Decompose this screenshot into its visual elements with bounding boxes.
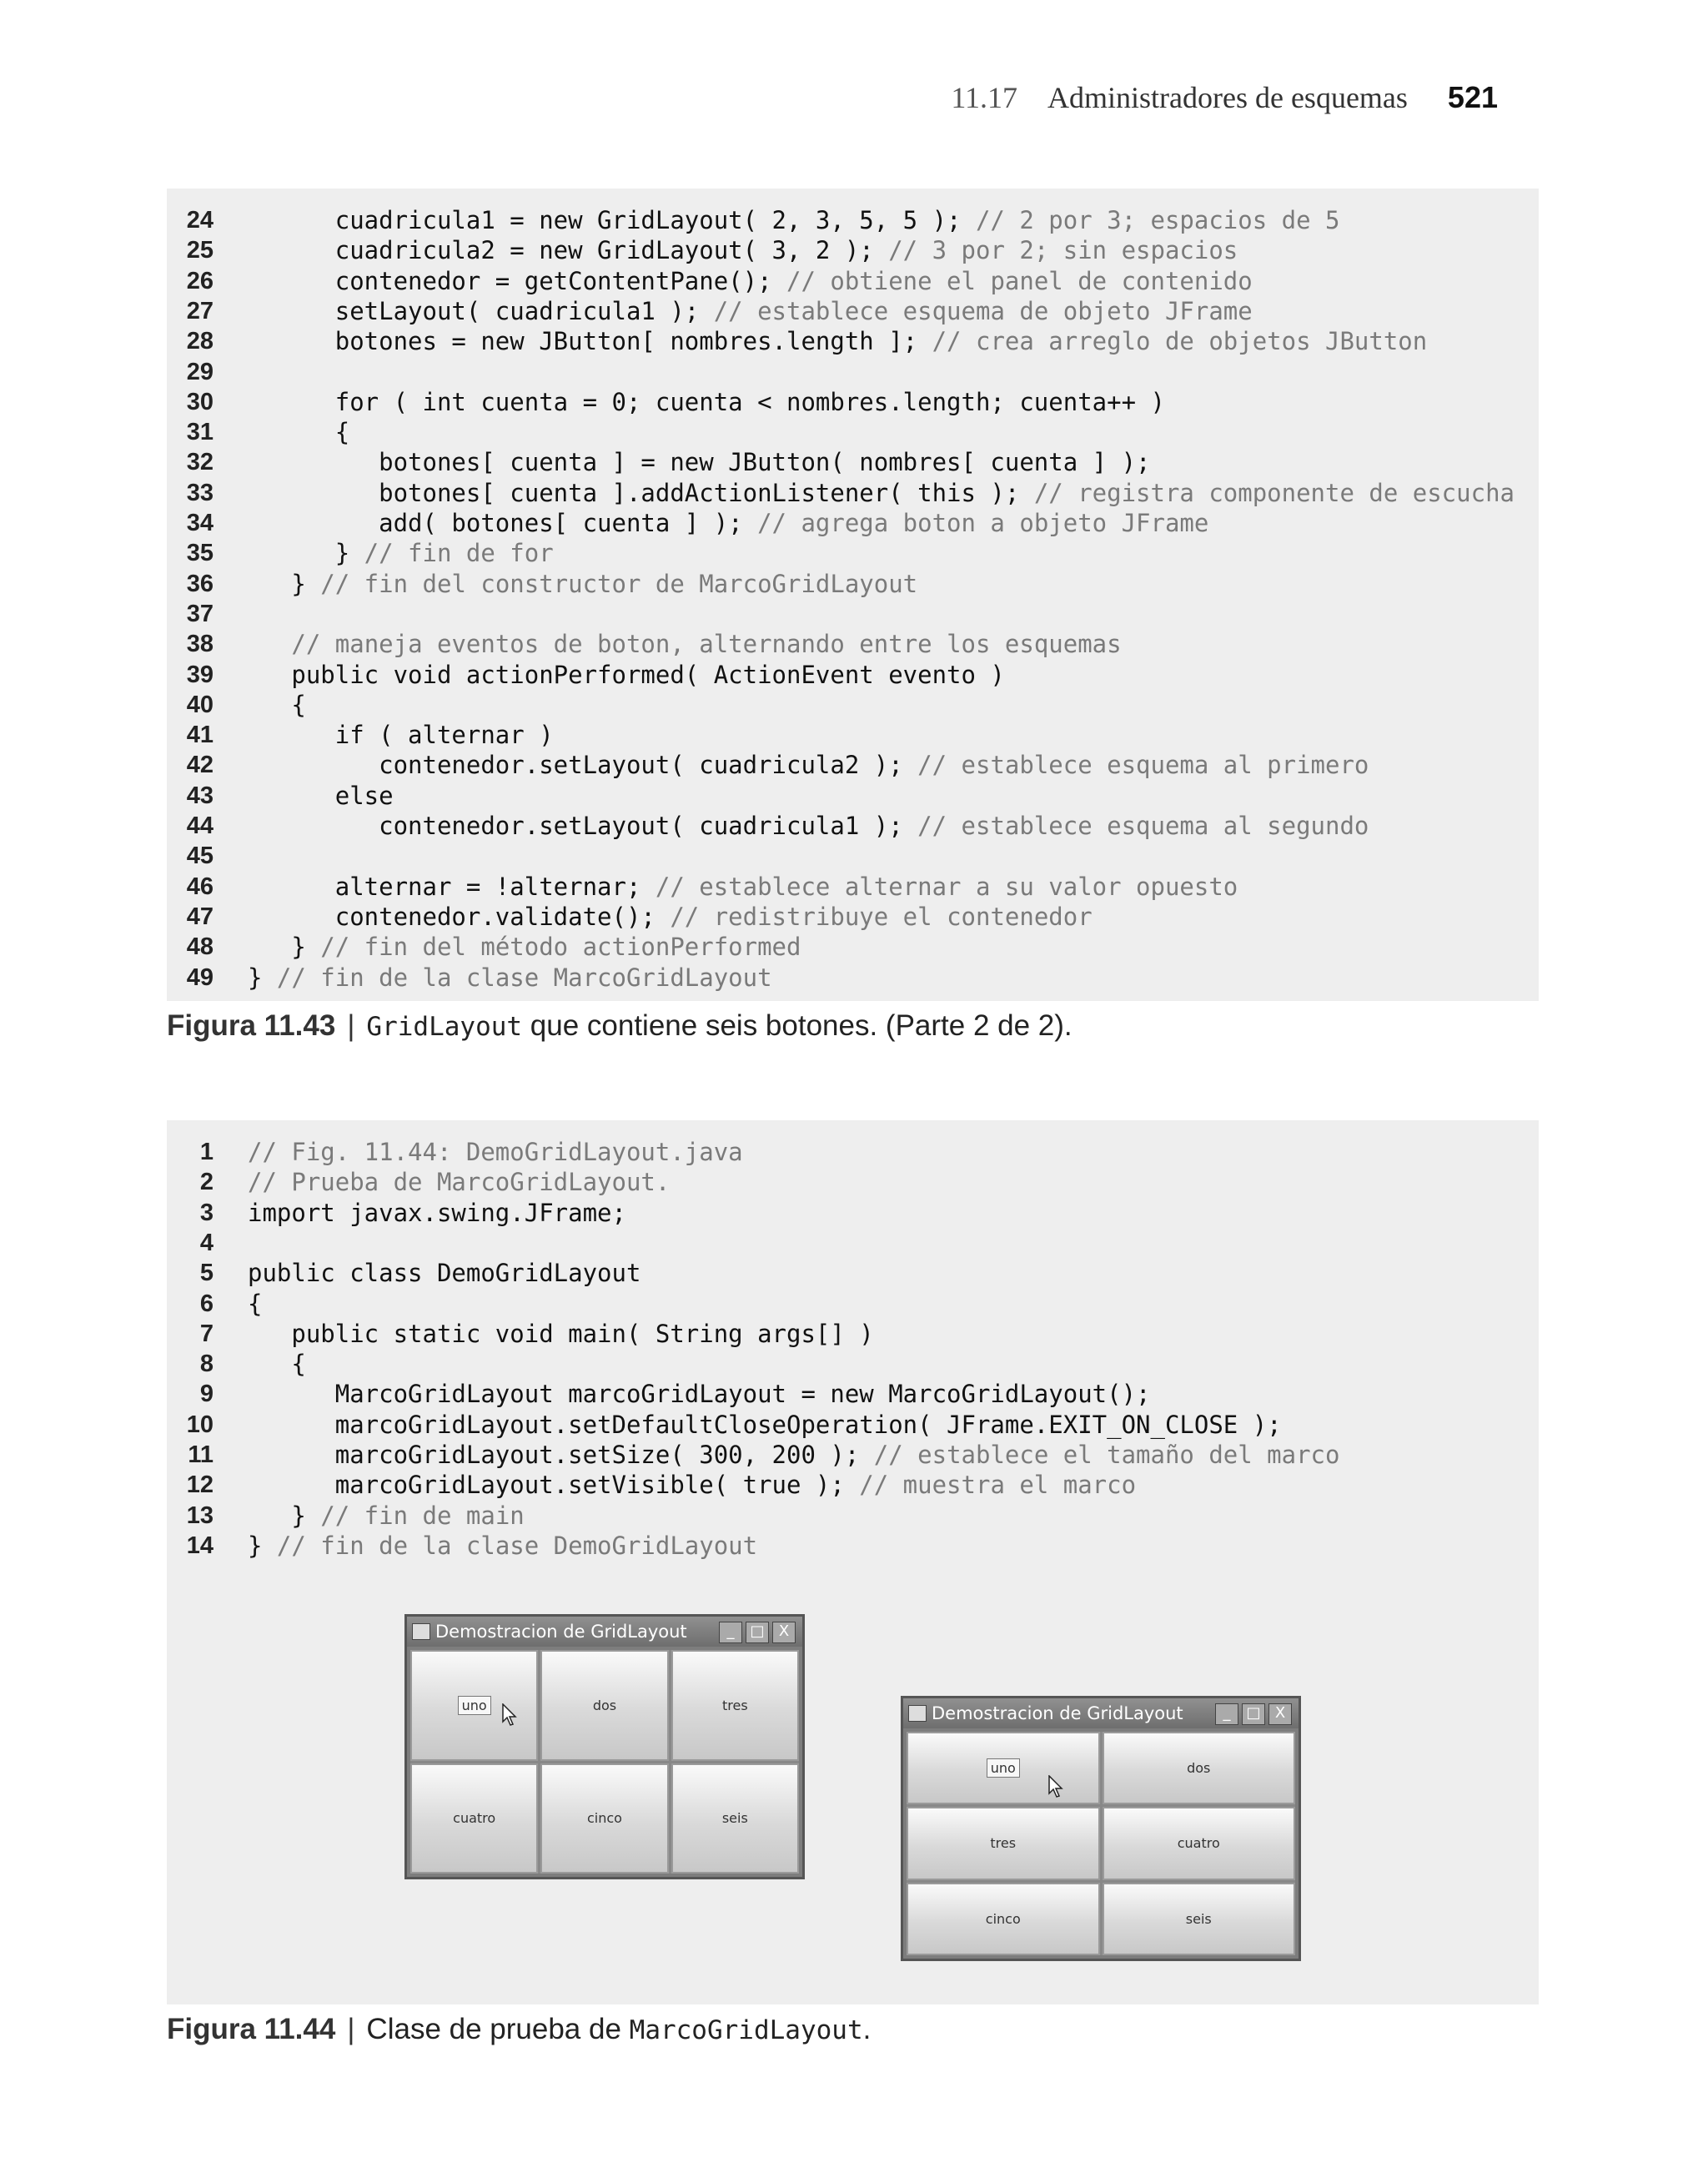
- minimize-button[interactable]: _: [1215, 1703, 1238, 1725]
- line-number: 28: [186, 328, 214, 355]
- button-label: dos: [592, 1697, 617, 1713]
- code-comment: // maneja eventos de boton, alternando entre los esquemas: [291, 630, 1122, 659]
- line-number: 32: [186, 449, 214, 476]
- button-cinco[interactable]: [540, 1763, 668, 1874]
- code-comment: // Fig. 11.44: DemoGridLayout.java: [248, 1138, 743, 1166]
- window-title: Demostracion de GridLayout: [435, 1622, 687, 1642]
- code-text: [248, 417, 349, 447]
- line-number: 14: [186, 1532, 214, 1559]
- line-number: 2: [199, 1169, 214, 1196]
- maximize-button[interactable]: □: [746, 1622, 769, 1643]
- close-button[interactable]: X: [772, 1622, 796, 1643]
- code-statement: import javax.swing.JFrame;: [248, 1198, 626, 1227]
- button-tres[interactable]: [907, 1807, 1100, 1879]
- button-uno[interactable]: [410, 1650, 538, 1761]
- code-statement: add( botones[ cuenta ] );: [248, 509, 743, 537]
- button-grid: [907, 1732, 1295, 1955]
- button-seis[interactable]: [671, 1763, 799, 1874]
- figure-label: Figura 11.43: [167, 1009, 336, 1042]
- code-statement: contenedor = getContentPane();: [248, 266, 772, 295]
- code-text: [248, 781, 394, 811]
- caption-code: GridLayout: [366, 1012, 523, 1042]
- code-comment: // establece esquema al primero: [902, 751, 1369, 780]
- code-statement: marcoGridLayout.setDefaultCloseOperation( JFrame.EXIT_ON_CLOSE );: [248, 1410, 1282, 1439]
- code-statement: alternar = !alternar;: [248, 872, 641, 901]
- code-text: [248, 205, 1339, 235]
- section-number: 11.17: [951, 81, 1018, 114]
- code-text: [248, 1137, 743, 1167]
- window-title: Demostracion de GridLayout: [932, 1703, 1183, 1723]
- button-grid: [410, 1650, 799, 1874]
- button-cinco[interactable]: [907, 1883, 1100, 1955]
- button-label: cuatro: [453, 1810, 496, 1827]
- code-statement: {: [248, 1289, 263, 1318]
- code-statement: botones = new JButton[ nombres.length ];: [248, 327, 918, 356]
- line-number: 29: [186, 358, 214, 385]
- figure-caption-11-43: [167, 1009, 1073, 1043]
- java-app-icon: [908, 1705, 927, 1722]
- code-statement: {: [248, 418, 350, 447]
- line-number: 4: [199, 1229, 214, 1256]
- code-statement: for ( int cuenta = 0; cuenta < nombres.length; cuenta++ ): [248, 387, 1165, 416]
- code-statement: public void actionPerformed( ActionEvent evento ): [248, 660, 1005, 689]
- line-number: 3: [199, 1199, 214, 1226]
- line-number: 43: [186, 782, 214, 809]
- code-text: [248, 1289, 262, 1319]
- code-statement: botones[ cuenta ].addActionListener( this );: [248, 478, 1020, 507]
- code-text: [248, 387, 1165, 417]
- line-number: 24: [186, 207, 214, 234]
- button-label: dos: [1187, 1760, 1211, 1777]
- line-number: 47: [186, 903, 214, 930]
- button-label: uno: [458, 1696, 491, 1715]
- line-number: 13: [186, 1501, 214, 1529]
- window-titlebar[interactable]: [903, 1698, 1299, 1728]
- code-text: [248, 629, 1122, 659]
- button-dos[interactable]: [1103, 1732, 1296, 1804]
- button-tres[interactable]: [671, 1650, 799, 1761]
- code-text: [248, 1319, 874, 1349]
- code-comment: // agrega boton a objeto JFrame: [742, 509, 1209, 537]
- line-number: 40: [186, 691, 214, 718]
- line-number: 49: [186, 963, 214, 991]
- close-button[interactable]: X: [1268, 1703, 1292, 1725]
- line-number: 42: [186, 752, 214, 779]
- code-statement: contenedor.validate();: [248, 902, 656, 931]
- code-comment: // fin de la clase DemoGridLayout: [262, 1531, 758, 1560]
- code-text: [248, 750, 1369, 780]
- code-statement: }: [248, 933, 306, 962]
- button-label: seis: [1185, 1910, 1212, 1927]
- code-statement: cuadricula1 = new GridLayout( 2, 3, 5, 5 );: [248, 206, 962, 234]
- code-comment: // establece esquema al segundo: [902, 812, 1369, 840]
- code-listing-2: [167, 1120, 1539, 2004]
- code-comment: // fin de main: [305, 1501, 525, 1530]
- code-statement: {: [248, 690, 306, 719]
- line-number: 9: [199, 1381, 214, 1408]
- button-cuatro[interactable]: [1103, 1807, 1296, 1879]
- line-number: 35: [186, 540, 214, 567]
- line-number: 27: [186, 297, 214, 324]
- code-statement: else: [248, 781, 394, 810]
- code-statement: contenedor.setLayout( cuadricula2 );: [248, 751, 903, 780]
- button-label: seis: [721, 1810, 748, 1827]
- code-text: [248, 932, 801, 962]
- figure-caption-11-44: [167, 2013, 871, 2046]
- line-number: 36: [186, 570, 214, 597]
- button-seis[interactable]: [1103, 1883, 1296, 1955]
- button-label: tres: [990, 1835, 1017, 1852]
- line-number: 34: [186, 510, 214, 536]
- code-text: [248, 963, 772, 993]
- code-statement: MarcoGridLayout marcoGridLayout = new MarcoGridLayout();: [248, 1380, 1151, 1409]
- code-listing-1: [167, 189, 1539, 1001]
- line-number: 39: [186, 661, 214, 688]
- line-number: 48: [186, 933, 214, 961]
- code-text: [248, 690, 306, 720]
- code-statement: cuadricula2 = new GridLayout( 3, 2 );: [248, 236, 874, 265]
- code-text: [248, 1410, 1282, 1440]
- code-statement: {: [248, 1350, 306, 1379]
- caption-separator: |: [347, 1009, 355, 1042]
- code-text: [248, 326, 1427, 356]
- section-title: Administradores de esquemas: [1047, 81, 1408, 114]
- code-comment: // establece alternar a su valor opuesto: [640, 872, 1238, 901]
- figure-label: Figura 11.44: [167, 2013, 336, 2045]
- code-statement: public static void main( String args[] ): [248, 1319, 874, 1348]
- mouse-pointer-icon: [502, 1703, 519, 1727]
- line-number: 33: [186, 479, 214, 506]
- line-number: 37: [186, 600, 214, 627]
- window-titlebar[interactable]: [407, 1617, 802, 1647]
- code-text: [248, 1258, 640, 1288]
- code-statement: }: [248, 963, 263, 992]
- code-text: [248, 447, 1151, 477]
- line-number: 38: [186, 631, 214, 658]
- code-statement: marcoGridLayout.setSize( 300, 200 );: [248, 1441, 860, 1469]
- code-comment: // 2 por 3; espacios de 5: [961, 206, 1340, 234]
- gridlayout-window-2x3: [404, 1614, 805, 1879]
- code-text: [248, 538, 554, 568]
- code-statement: }: [248, 1501, 306, 1530]
- code-statement: setLayout( cuadricula1 );: [248, 296, 700, 325]
- code-comment: // fin del constructor de MarcoGridLayout: [305, 569, 918, 598]
- code-statement: }: [248, 1531, 263, 1560]
- code-comment: // fin del método actionPerformed: [305, 933, 801, 962]
- code-text: [248, 235, 1238, 265]
- gridlayout-window-3x2: [901, 1696, 1301, 1961]
- code-text: [248, 1470, 1136, 1500]
- code-statement: marcoGridLayout.setVisible( true );: [248, 1471, 845, 1500]
- button-label: tres: [721, 1697, 748, 1713]
- line-number: 31: [186, 419, 214, 446]
- code-text: [248, 1440, 1339, 1470]
- code-statement: [248, 630, 291, 658]
- java-app-icon: [412, 1623, 430, 1640]
- code-comment: // registra componente de escucha: [1019, 478, 1515, 507]
- button-label: uno: [987, 1758, 1020, 1778]
- code-text: [248, 296, 1253, 326]
- code-statement: public class DemoGridLayout: [248, 1259, 641, 1288]
- maximize-button[interactable]: □: [1242, 1703, 1265, 1725]
- line-number: 5: [199, 1260, 214, 1287]
- line-number: 7: [199, 1320, 214, 1347]
- code-text: [248, 1501, 525, 1531]
- code-comment: // muestra el marco: [844, 1471, 1137, 1500]
- line-number: 1: [199, 1139, 214, 1165]
- code-text: [248, 811, 1369, 841]
- code-text: [248, 1531, 757, 1561]
- code-text: [248, 508, 1208, 538]
- code-text: [248, 1349, 306, 1379]
- code-comment: // redistribuye el contenedor: [655, 902, 1093, 931]
- code-comment: // establece el tamaño del marco: [859, 1441, 1340, 1469]
- code-text: [248, 266, 1253, 296]
- code-comment: // obtiene el panel de contenido: [771, 266, 1253, 295]
- caption-end: .: [862, 2013, 872, 2045]
- code-statement: contenedor.setLayout( cuadricula1 );: [248, 812, 903, 840]
- code-comment: // fin de la clase MarcoGridLayout: [262, 963, 772, 992]
- line-number: 12: [186, 1471, 214, 1499]
- line-number: 6: [199, 1290, 214, 1317]
- button-cuatro[interactable]: [410, 1763, 538, 1874]
- line-number: 45: [186, 843, 214, 870]
- line-number: 25: [186, 237, 214, 264]
- code-text: [248, 1167, 670, 1197]
- button-label: cinco: [587, 1810, 622, 1827]
- code-statement: }: [248, 569, 306, 598]
- mouse-pointer-icon: [1048, 1775, 1065, 1798]
- code-statement: }: [248, 539, 350, 568]
- code-comment: // 3 por 2; sin espacios: [873, 236, 1238, 265]
- running-head: [951, 80, 1498, 115]
- code-text: [248, 660, 1005, 690]
- code-comment: // fin de for: [349, 539, 554, 568]
- line-number: 41: [186, 722, 214, 749]
- code-comment: // crea arreglo de objetos JButton: [917, 327, 1428, 356]
- code-text: [248, 902, 1093, 932]
- code-statement: botones[ cuenta ] = new JButton( nombres[ cuenta ] );: [248, 448, 1151, 477]
- line-number: 11: [188, 1441, 214, 1468]
- caption-text: que contiene seis botones. (Parte 2 de 2).: [522, 1009, 1073, 1042]
- button-dos[interactable]: [540, 1650, 668, 1761]
- code-text: [248, 478, 1515, 508]
- code-statement: if ( alternar ): [248, 721, 554, 750]
- code-comment: // establece esquema de objeto JFrame: [699, 296, 1253, 325]
- line-number: 10: [186, 1411, 214, 1438]
- minimize-button[interactable]: _: [719, 1622, 742, 1643]
- caption-code: MarcoGridLayout: [629, 2015, 863, 2045]
- button-uno[interactable]: [907, 1732, 1100, 1804]
- caption-separator: |: [347, 2013, 355, 2045]
- caption-text: Clase de prueba de: [366, 2013, 630, 2045]
- code-comment: // Prueba de MarcoGridLayout.: [248, 1168, 671, 1197]
- page-number: 521: [1447, 80, 1498, 114]
- line-number: 44: [186, 812, 214, 839]
- code-text: [248, 569, 917, 599]
- code-text: [248, 720, 554, 750]
- line-number: 8: [199, 1351, 214, 1378]
- line-number: 30: [186, 388, 214, 415]
- button-label: cuatro: [1177, 1835, 1220, 1852]
- code-text: [248, 1379, 1151, 1409]
- line-number: 26: [186, 267, 214, 294]
- button-label: cinco: [985, 1910, 1021, 1927]
- line-number: 46: [186, 873, 214, 900]
- code-text: [248, 872, 1238, 902]
- code-text: [248, 1198, 626, 1228]
